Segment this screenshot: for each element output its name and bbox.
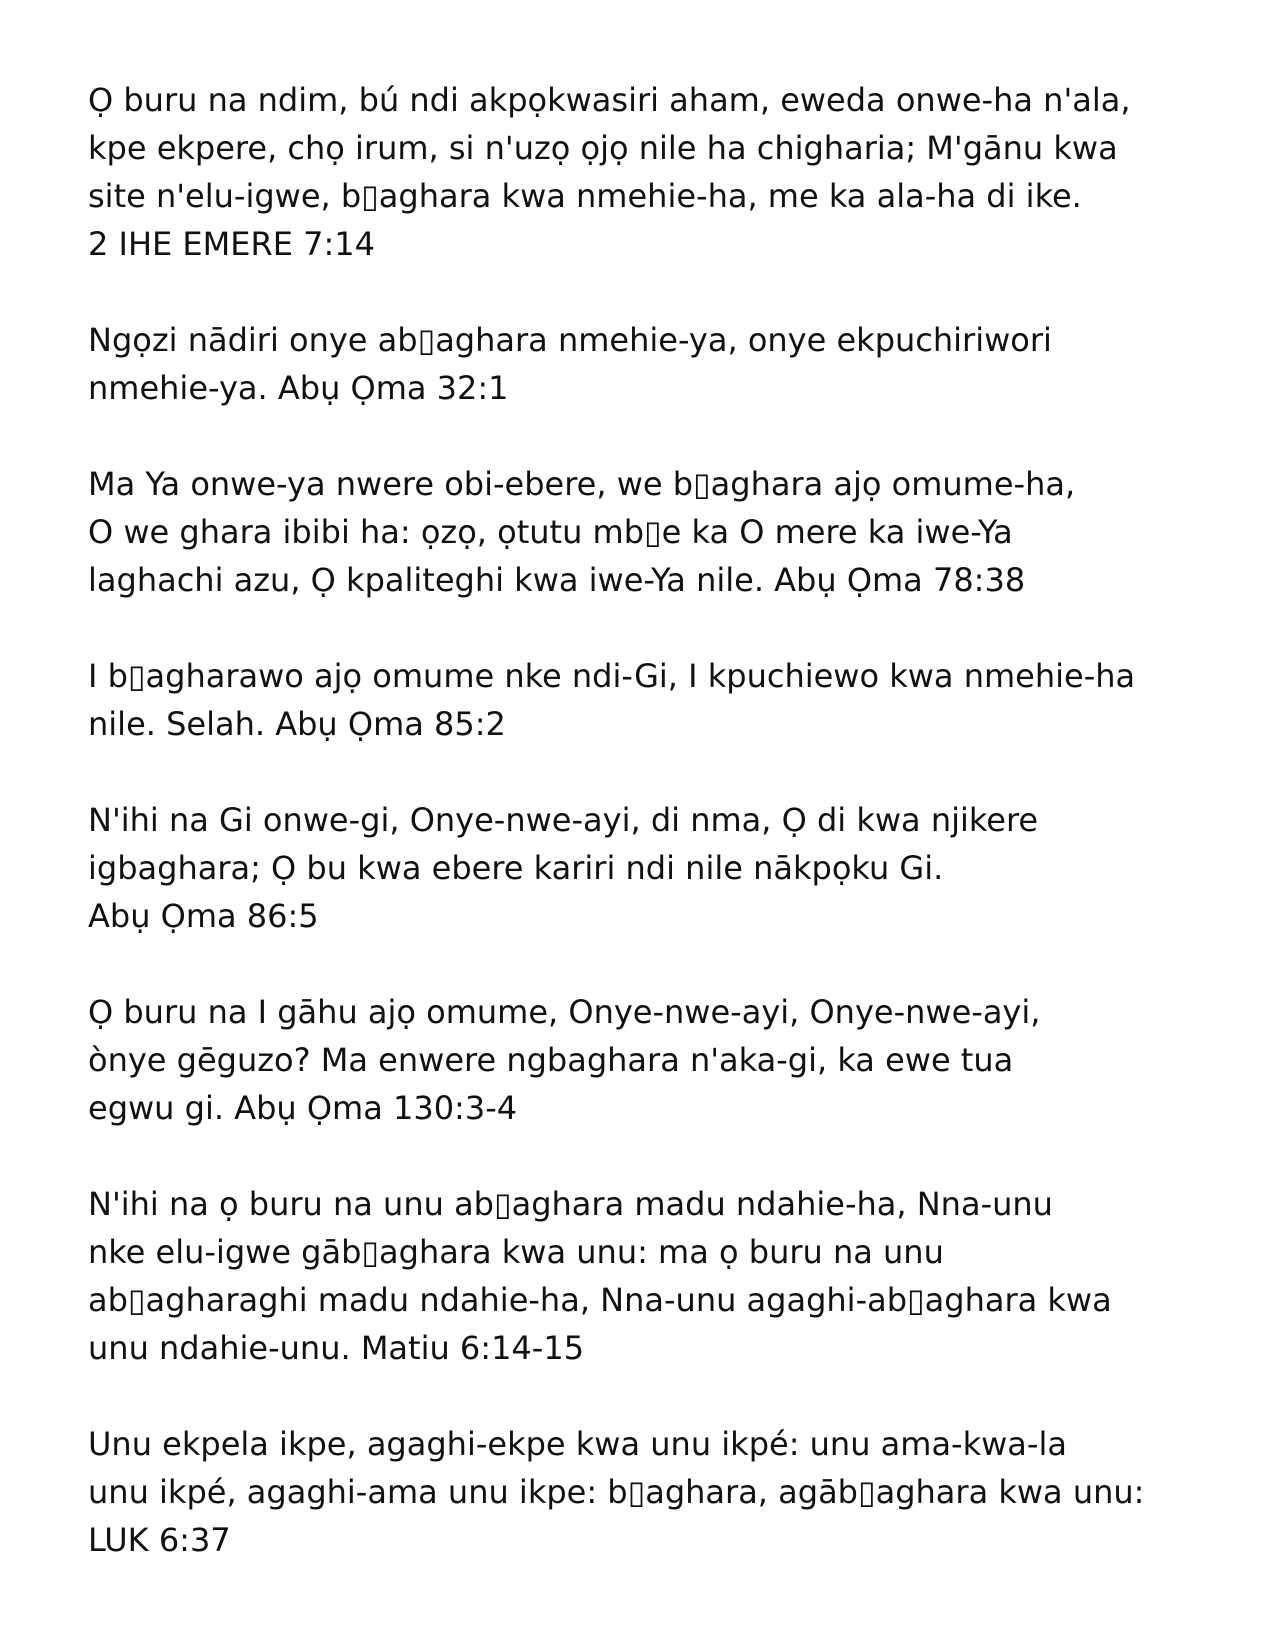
verse-line: kpe ekpere, chọ irum, si n'uzọ ọjọ nile ha chigharia; M'gānu kwa — [88, 129, 1118, 167]
verse-line: Ngọzi nādiri onye ab▯aghara nmehie-ya, onye ekpuchiriwori — [88, 321, 1052, 359]
verse-luke-6-37 — [88, 1420, 1228, 1564]
verse-line: Unu ekpela ikpe, agaghi-ekpe kwa unu ikpé: unu ama-kwa-la — [88, 1425, 1067, 1463]
verse-line: unu ikpé, agaghi-ama unu ikpe: b▯aghara, agāb▯aghara kwa unu: — [88, 1473, 1145, 1511]
verse-psalm-32-1 — [88, 316, 1228, 412]
verse-line: site n'elu-igwe, b▯aghara kwa nmehie-ha, me ka ala-ha di ike. — [88, 177, 1082, 215]
verse-line: nile. Selah. Abụ Ọma 85:2 — [88, 705, 506, 743]
verse-line: egwu gi. Abụ Ọma 130:3-4 — [88, 1089, 518, 1127]
verse-psalm-86-5 — [88, 796, 1228, 940]
verse-line: ab▯agharaghi madu ndahie-ha, Nna-unu agaghi-ab▯aghara kwa — [88, 1281, 1112, 1319]
verse-line: Ma Ya onwe-ya nwere obi-ebere, we b▯aghara ajọ omume-ha, — [88, 465, 1076, 503]
verse-line: Ọ buru na ndim, bú ndi akpọkwasiri aham, eweda onwe-ha n'ala, — [88, 81, 1131, 119]
verse-reference: LUK 6:37 — [88, 1521, 231, 1559]
verse-line: igbaghara; Ọ bu kwa ebere kariri ndi nile nākpọku Gi. — [88, 849, 944, 887]
verse-line: N'ihi na Gi onwe-gi, Onye-nwe-ayi, di nma, Ọ di kwa njikere — [88, 801, 1039, 839]
verse-line: laghachi azu, Ọ kpaliteghi kwa iwe-Ya nile. Abụ Ọma 78:38 — [88, 561, 1026, 599]
verse-psalm-85-2 — [88, 652, 1228, 748]
verse-psalm-78-38 — [88, 460, 1228, 604]
verse-psalm-130-3-4 — [88, 988, 1228, 1132]
verse-line: O we ghara ibibi ha: ọzọ, ọtutu mb▯e ka O mere ka iwe-Ya — [88, 513, 1013, 551]
verse-line: unu ndahie-unu. Matiu 6:14-15 — [88, 1329, 585, 1367]
verse-matthew-6-14-15 — [88, 1180, 1228, 1372]
verse-line: Ọ buru na I gāhu ajọ omume, Onye-nwe-ayi, Onye-nwe-ayi, — [88, 993, 1041, 1031]
verse-line: I b▯agharawo ajọ omume nke ndi-Gi, I kpuchiewo kwa nmehie-ha — [88, 657, 1136, 695]
verse-line: nke elu-igwe gāb▯aghara kwa unu: ma ọ buru na unu — [88, 1233, 944, 1271]
verse-line: ònye gēguzo? Ma enwere ngbaghara n'aka-gi, ka ewe tua — [88, 1041, 1014, 1079]
verse-reference: 2 IHE EMERE 7:14 — [88, 225, 375, 263]
verse-line: nmehie-ya. Abụ Ọma 32:1 — [88, 369, 509, 407]
document-page — [88, 76, 1228, 1564]
verse-line: N'ihi na ọ buru na unu ab▯aghara madu ndahie-ha, Nna-unu — [88, 1185, 1053, 1223]
verse-reference: Abụ Ọma 86:5 — [88, 897, 319, 935]
verse-2-chronicles-7-14 — [88, 76, 1228, 268]
